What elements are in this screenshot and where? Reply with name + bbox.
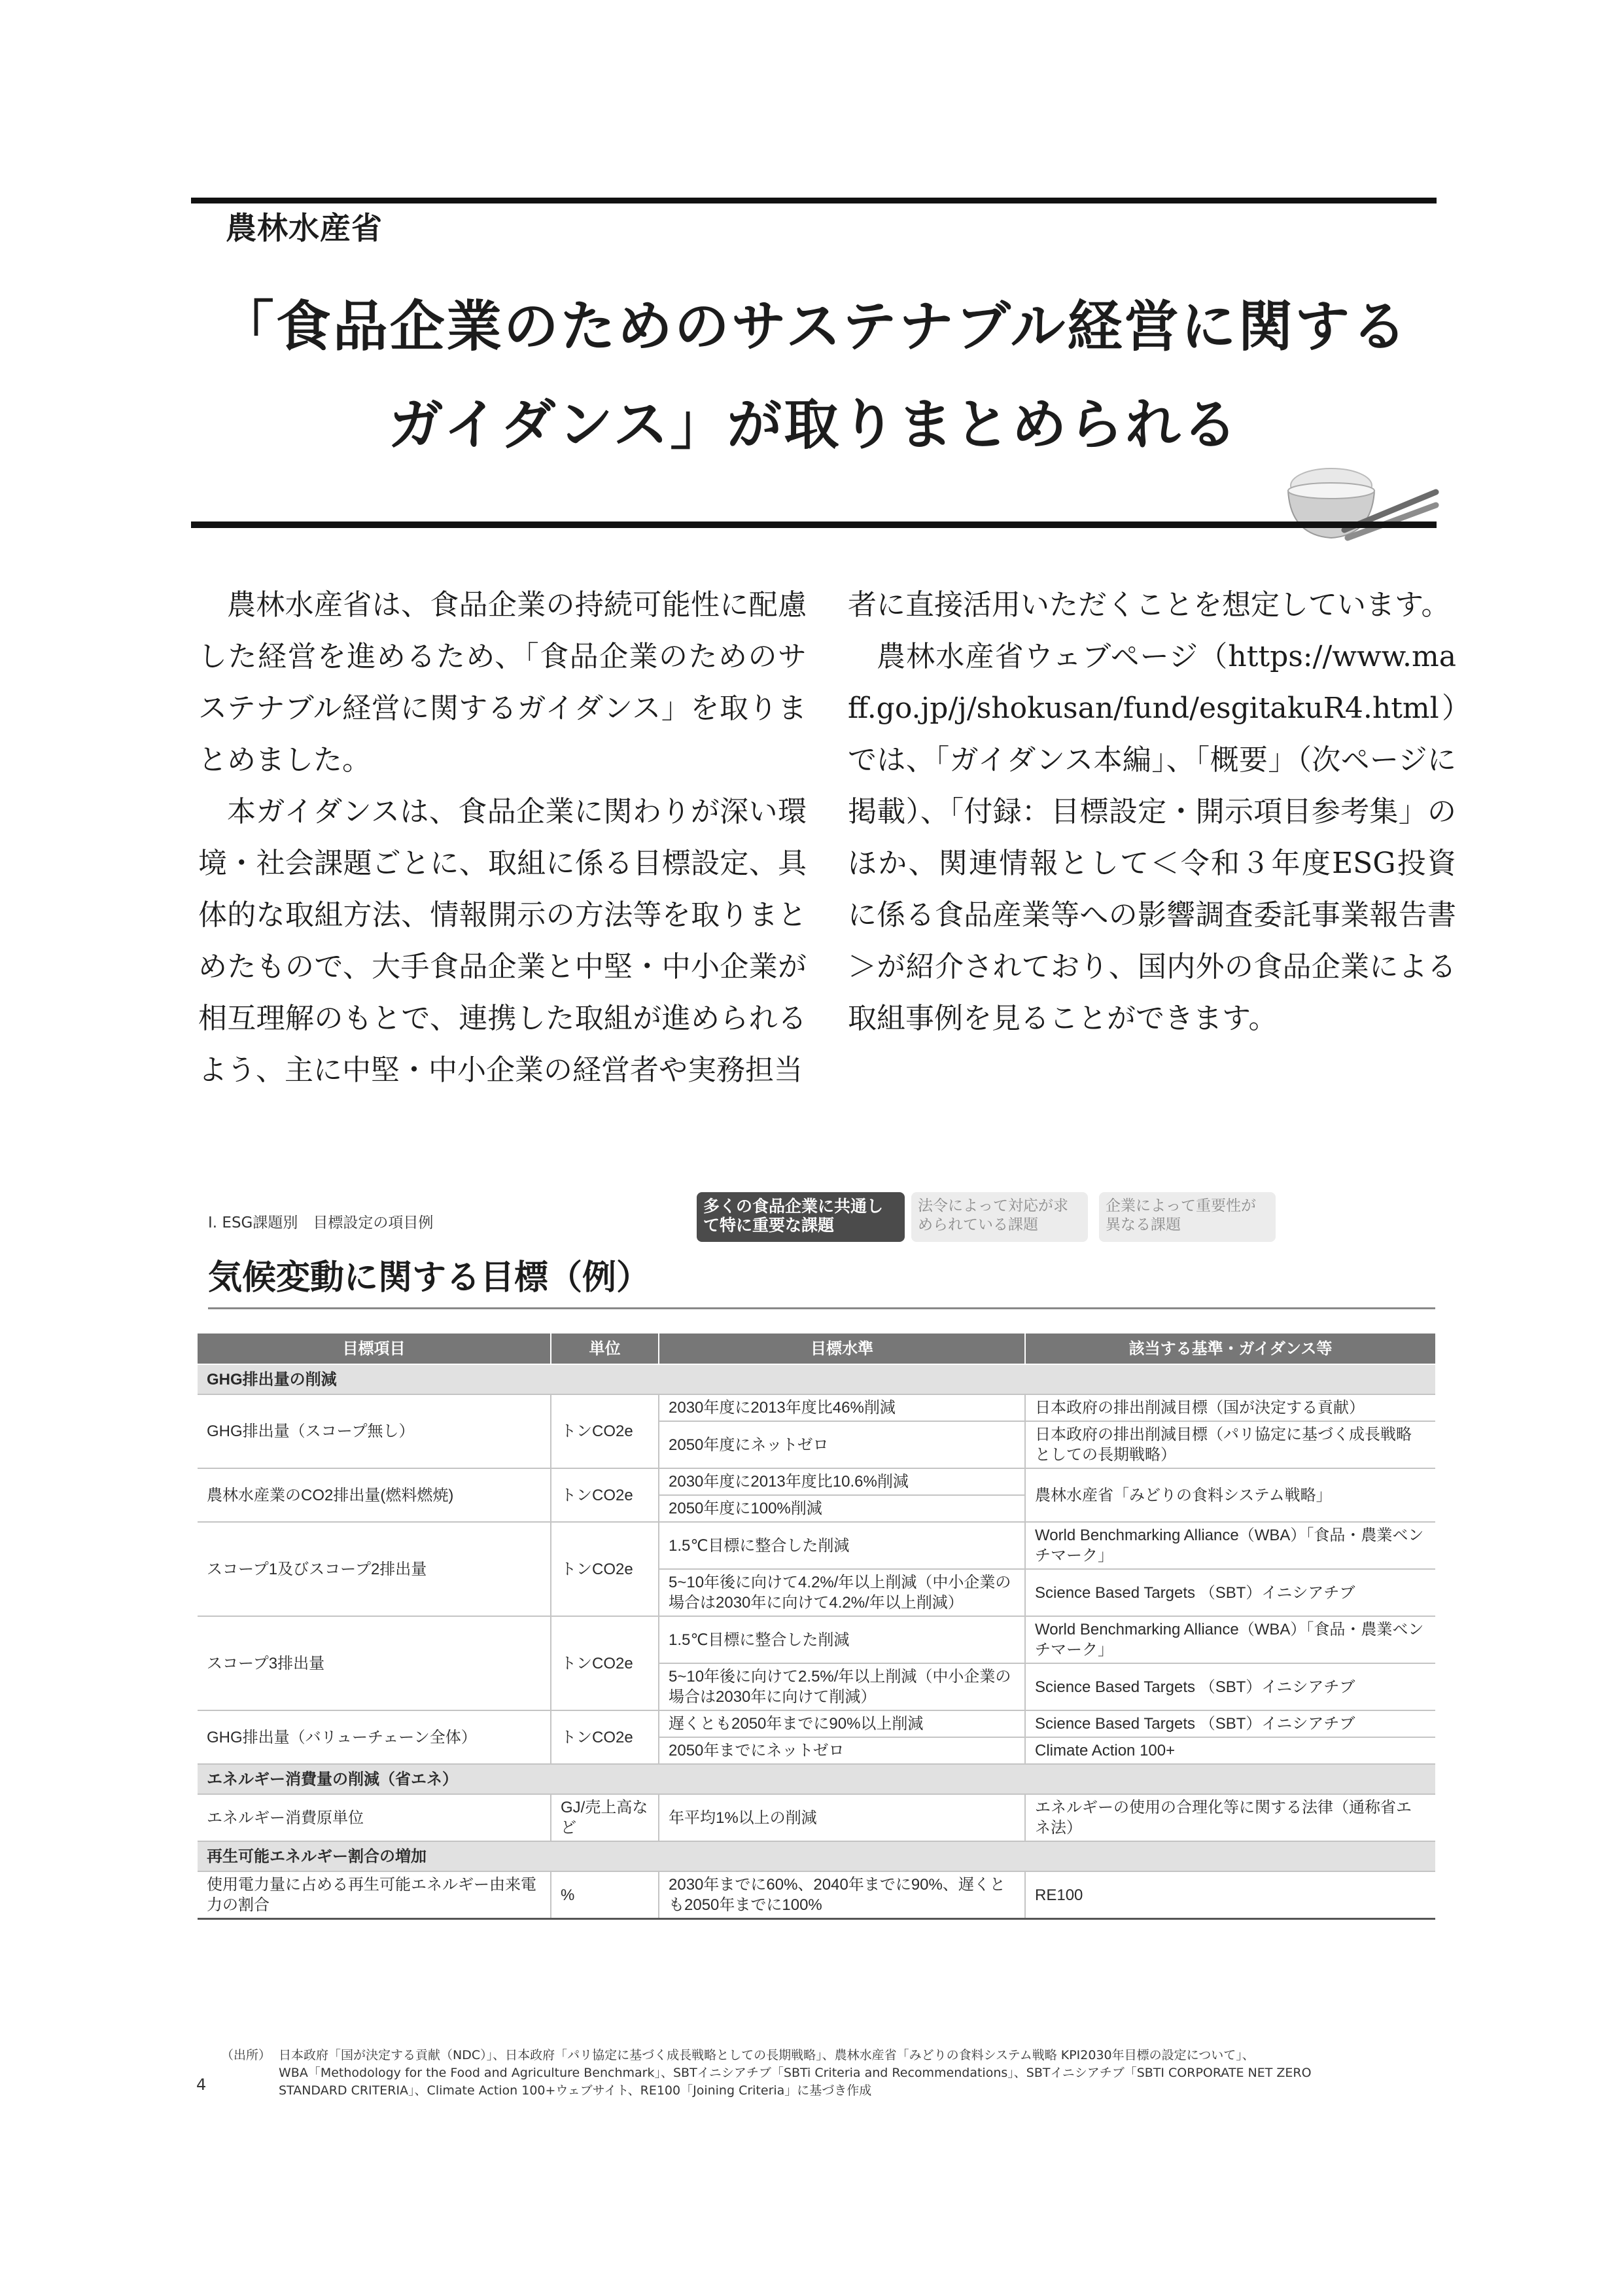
source-note (221, 2047, 1425, 2100)
figure-title-rule (208, 1307, 1435, 1309)
goal-standard: World Benchmarking Alliance（WBA）「食品・農業ベンチマーク」 (1025, 1616, 1435, 1663)
section-label: GHG排出量の削減 (198, 1364, 1435, 1394)
goal-standard: 農林水産省「みどりの食料システム戦略」 (1025, 1468, 1435, 1522)
article-title-line2: ガイダンス」が取りまとめられる (388, 393, 1240, 457)
goal-unit: % (551, 1871, 659, 1919)
body-left-column (198, 579, 807, 1096)
table-row (198, 1710, 1435, 1737)
column-header: 目標項目 (198, 1333, 551, 1364)
goal-level: 2030年度に2013年度比46%削減 (659, 1394, 1025, 1421)
goal-standard: Science Based Targets （SBT）イニシアチブ (1025, 1569, 1435, 1616)
goal-item: スコープ3排出量 (198, 1616, 551, 1710)
page-number: 4 (196, 2075, 207, 2094)
ministry-name: 農林水産省 (226, 211, 383, 247)
goal-item: スコープ1及びスコープ2排出量 (198, 1522, 551, 1616)
goal-level: 2050年までにネットゼロ (659, 1737, 1025, 1764)
goal-standard: エネルギーの使用の合理化等に関する法律（通称省エネ法） (1025, 1794, 1435, 1841)
body-right-column (848, 579, 1456, 1044)
goal-unit: トンCO2e (551, 1616, 659, 1710)
goal-item: GHG排出量（バリューチェーン全体） (198, 1710, 551, 1764)
table-row (198, 1522, 1435, 1569)
goal-standard: World Benchmarking Alliance（WBA）「食品・農業ベンチマーク」 (1025, 1522, 1435, 1569)
goal-level: 2050年度に100%削減 (659, 1495, 1025, 1522)
table-row (198, 1616, 1435, 1663)
table-row (198, 1794, 1435, 1841)
goal-unit: GJ/売上高など (551, 1794, 659, 1841)
goal-standard: 日本政府の排出削減目標（パリ協定に基づく成長戦略としての長期戦略） (1025, 1421, 1435, 1468)
goal-level: 2050年度にネットゼロ (659, 1421, 1025, 1468)
goal-level: 5~10年後に向けて2.5%/年以上削減（中小企業の場合は2030年に向けて削減） (659, 1663, 1025, 1710)
table-row (198, 1394, 1435, 1421)
goal-item: 使用電力量に占める再生可能エネルギー由来電力の割合 (198, 1871, 551, 1919)
goal-standard: Science Based Targets （SBT）イニシアチブ (1025, 1663, 1435, 1710)
tag-legal-issues: 法令によって対応が求められている課題 (911, 1192, 1088, 1242)
column-header: 単位 (551, 1333, 659, 1364)
goal-level: 1.5℃目標に整合した削減 (659, 1616, 1025, 1663)
rice-bowl-illustration (1279, 465, 1439, 543)
paragraph: 者に直接活用いただくことを想定しています。 (848, 588, 1450, 622)
section-row (198, 1364, 1435, 1394)
table-header (198, 1333, 1435, 1364)
goal-level: 遅くとも2050年までに90%以上削減 (659, 1710, 1025, 1737)
goal-unit: トンCO2e (551, 1710, 659, 1764)
goal-level: 5~10年後に向けて4.2%/年以上削減（中小企業の場合は2030年に向けて4.2%/年以上削減） (659, 1569, 1025, 1616)
goal-item: GHG排出量（スコープ無し） (198, 1394, 551, 1468)
paragraph: 農林水産省は、食品企業の持続可能性に配慮した経営を進めるため、「食品企業のためのサステナブル経営に関するガイダンス」を取りまとめました。 (198, 588, 807, 777)
goal-level: 2030年までに60%、2040年までに90%、遅くとも2050年までに100% (659, 1871, 1025, 1919)
goal-standard: RE100 (1025, 1871, 1435, 1919)
article-title-line1: 「食品企業のためのサステナブル経営に関する (218, 294, 1409, 359)
source-line: 日本政府「国が決定する貢献（NDC）」、日本政府「パリ協定に基づく成長戦略としての長期戦略」、農林水産省「みどりの食料システム戦略 KPI2030年目標の設定について」、 (279, 2048, 1255, 2062)
goal-standard: 日本政府の排出削減目標（国が決定する貢献） (1025, 1394, 1435, 1421)
paragraph: 農林水産省ウェブページ（https://www.maff.go.jp/j/shokusan/fund/esgitakuR4.html）では、「ガイダンス本編」、「概要」（次ページに掲載）、「付録：目標設定・開示項目参考集」のほか、関連情報として＜令和３年度ESG投資に係る食品産業等への影響調査委託事業報告書＞が紹介されており、国内外の食品企業による取組事例を見ることができます。 (848, 640, 1456, 1035)
column-header: 該当する基準・ガイダンス等 (1025, 1333, 1435, 1364)
goal-item: 農林水産業のCO2排出量(燃料燃焼) (198, 1468, 551, 1522)
title-bottom-rule (191, 521, 1437, 528)
goal-level: 1.5℃目標に整合した削減 (659, 1522, 1025, 1569)
source-line: STANDARD CRITERIA」、Climate Action 100+ウェブサイト、RE100「Joining Criteria」に基づき作成 (279, 2083, 872, 2098)
source-line: WBA「Methodology for the Food and Agriculture Benchmark」、SBTイニシアチブ「SBTi Criteria and Recommendations」、SBTイニシアチブ「SBTI CORPORATE NET ZERO (279, 2066, 1312, 2080)
top-rule (191, 198, 1437, 203)
paragraph: 本ガイダンスは、食品企業に関わりが深い環境・社会課題ごとに、取組に係る目標設定、具体的な取組方法、情報開示の方法等を取りまとめたもので、大手食品企業と中堅・中小企業が相互理解のもとで、連携した取組が進められるよう、主に中堅・中小企業の経営者や実務担当 (198, 795, 807, 1087)
goal-standard: Climate Action 100+ (1025, 1737, 1435, 1764)
table-row (198, 1468, 1435, 1495)
goal-level: 2030年度に2013年度比10.6%削減 (659, 1468, 1025, 1495)
source-label: （出所） (221, 2048, 271, 2062)
goal-unit: トンCO2e (551, 1522, 659, 1616)
section-label: エネルギー消費量の削減（省エネ） (198, 1764, 1435, 1794)
section-label: 再生可能エネルギー割合の増加 (198, 1841, 1435, 1871)
climate-goals-table (198, 1332, 1435, 1920)
column-header: 目標水準 (659, 1333, 1025, 1364)
figure-label: I. ESG課題別 目標設定の項目例 (208, 1214, 434, 1231)
goal-unit: トンCO2e (551, 1394, 659, 1468)
section-row (198, 1764, 1435, 1794)
goal-level: 年平均1%以上の削減 (659, 1794, 1025, 1841)
goal-standard: Science Based Targets （SBT）イニシアチブ (1025, 1710, 1435, 1737)
goal-item: エネルギー消費原単位 (198, 1794, 551, 1841)
table-row (198, 1871, 1435, 1919)
goal-unit: トンCO2e (551, 1468, 659, 1522)
tag-common-issues: 多くの食品企業に共通して特に重要な課題 (697, 1192, 905, 1242)
section-row (198, 1841, 1435, 1871)
tag-company-issues: 企業によって重要性が異なる課題 (1099, 1192, 1276, 1242)
figure-title: 気候変動に関する目標（例） (208, 1258, 651, 1298)
